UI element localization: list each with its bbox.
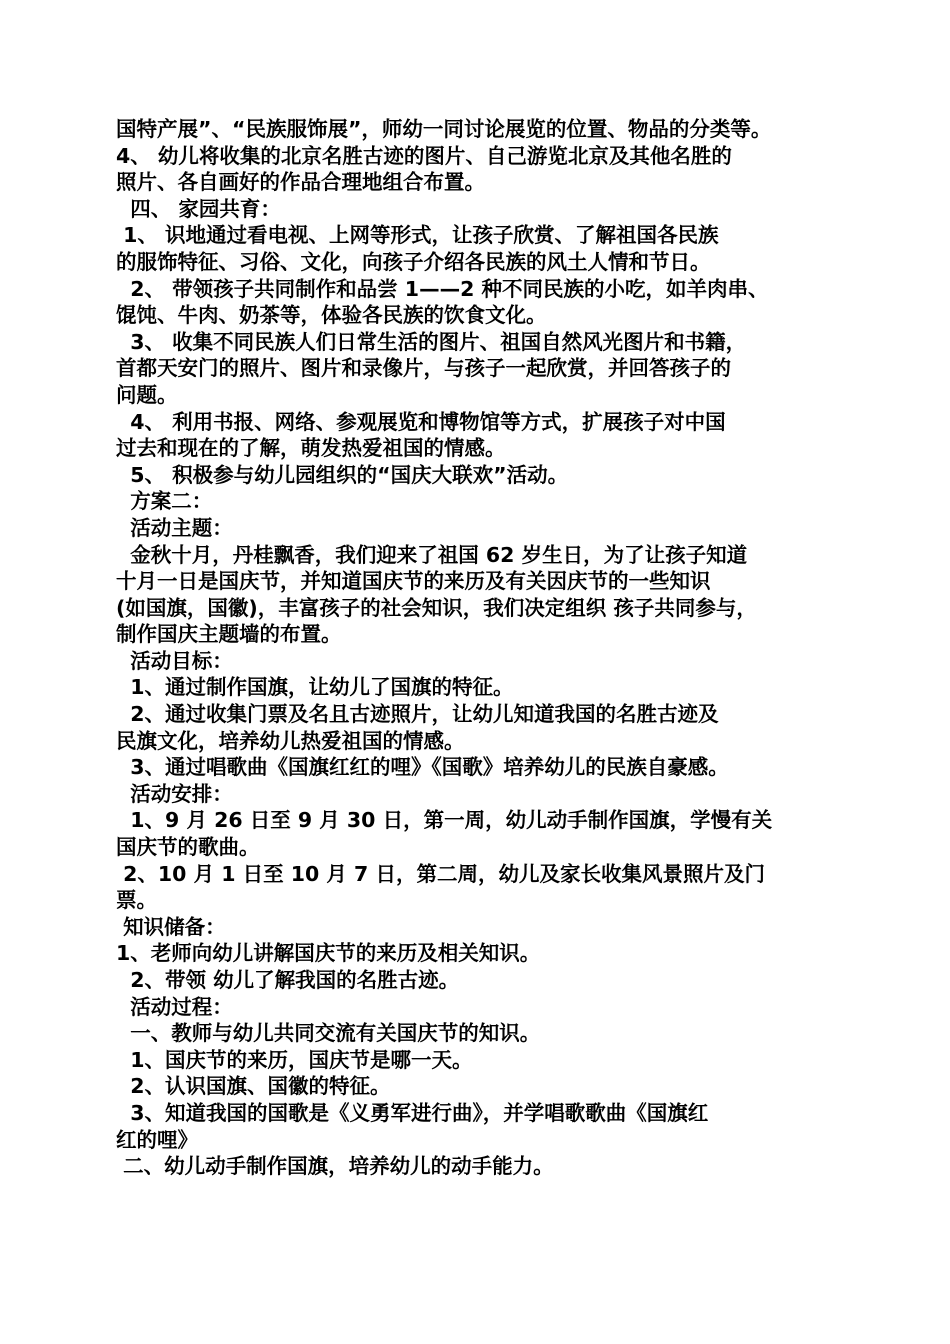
text-line: 1、老师向幼儿讲解国庆节的来历及相关知识。 [116,941,541,966]
text-line: 3、知道我国的国歌是《义勇军进行曲》，并学唱歌歌曲《国旗红 [116,1100,709,1125]
text-line: 2、带领 幼儿了解我国的名胜古迹。 [116,968,460,992]
text-line: 十月一日是国庆节，并知道国庆节的来历及有关因庆节的一些知识 [116,569,711,594]
text-line: 照片、各自画好的作品合理地组合布置。 [116,170,485,195]
text-line: 3、通过唱歌曲《国旗红红的哩》《国歌》培养幼儿的民族自豪感。 [116,755,729,780]
text-line: 国特产展”、“民族服饰展”，师幼一同讨论展览的位置、物品的分类等。 [116,117,772,141]
text-line: 1、国庆节的来历，国庆节是哪一天。 [116,1047,473,1072]
text-line: 过去和现在的了解，萌发热爱祖国的情感。 [116,436,506,461]
text-line: 金秋十月，丹桂飘香，我们迎来了祖国 62 岁生日，为了让孩子知道 [116,542,748,567]
text-line: 1、通过制作国旗，让幼儿了国旗的特征。 [116,675,514,700]
section-heading: 方案二： [116,489,213,514]
section-heading: 活动过程： [116,994,233,1019]
text-line: 国庆节的歌曲。 [116,835,260,860]
section-heading: 活动主题： [116,515,233,540]
text-line: 票。 [116,888,157,913]
text-line: 问题。 [116,382,178,407]
text-line: 3、 收集不同民族人们日常生活的图片、祖国自然风光图片和书籍， [116,329,747,354]
text-line: 4、 幼儿将收集的北京名胜古迹的图片、自己游览北京及其他名胜的 [116,143,732,168]
text-line: 1、9 月 26 日至 9 月 30 日，第一周，幼儿动手制作国旗，学慢有关 [116,808,773,833]
text-line: 2、 带领孩子共同制作和品尝 1——2 种不同民族的小吃，如羊肉串、 [116,276,769,301]
section-heading: 四、 家园共育： [116,196,281,221]
text-line: 2、认识国旗、国徽的特征。 [116,1074,391,1099]
text-line: 的服饰特征、习俗、文化，向孩子介绍各民族的风土人情和节日。 [116,249,711,274]
text-line: 制作国庆主题墙的布置。 [116,622,342,647]
text-line: 2、10 月 1 日至 10 月 7 日，第二周，幼儿及家长收集风景照片及门 [116,861,765,886]
text-line: 5、 积极参与幼儿园组织的“国庆大联欢”活动。 [116,462,569,487]
document-body [116,116,856,1180]
text-line: 红的哩》 [116,1127,198,1152]
text-line: 2、通过收集门票及名且古迹照片，让幼儿知道我国的名胜古迹及 [116,702,719,727]
text-line: 二、幼儿动手制作国旗，培养幼儿的动手能力。 [116,1154,554,1179]
text-line: 一、教师与幼儿共同交流有关国庆节的知识。 [116,1021,541,1046]
section-heading: 活动安排： [116,781,233,806]
section-heading: 活动目标： [116,648,233,673]
text-line: 首都天安门的照片、图片和录像片，与孩子一起欣赏，并回答孩子的 [116,356,731,381]
text-line: (如国旗，国徽)，丰富孩子的社会知识，我们决定组织 孩子共同参与， [116,595,757,620]
text-line: 1、 识地通过看电视、上网等形式，让孩子欣赏、了解祖国各民族 [116,223,719,248]
text-line: 4、 利用书报、网络、参观展览和博物馆等方式，扩展孩子对中国 [116,409,726,434]
section-heading: 知识储备： [116,914,226,939]
text-line: 民旗文化，培养幼儿热爱祖国的情感。 [116,728,465,753]
text-line: 馄饨、牛肉、奶茶等，体验各民族的饮食文化。 [116,303,547,328]
